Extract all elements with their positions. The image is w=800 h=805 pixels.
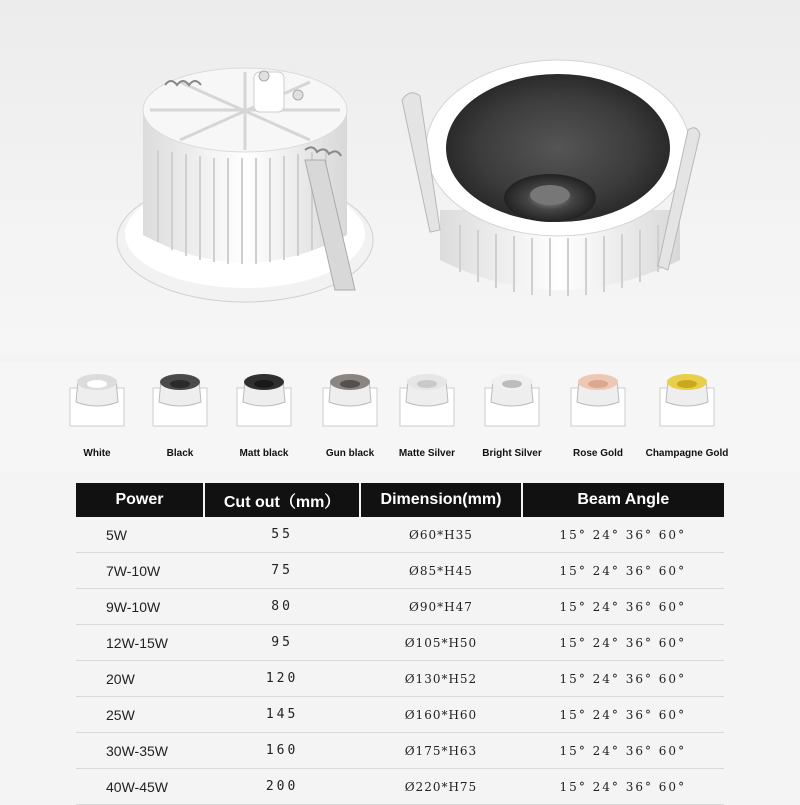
downlight-swatch-icon bbox=[567, 368, 629, 430]
downlight-swatch-icon bbox=[481, 368, 543, 430]
table-row bbox=[76, 589, 724, 625]
cell-dimension: Ø90*H47 bbox=[360, 589, 521, 625]
cell-cut-out: 95 bbox=[204, 625, 360, 661]
finish-champagne-gold[interactable] bbox=[642, 362, 732, 472]
downlight-rear-view bbox=[117, 68, 373, 302]
downlight-swatch-icon bbox=[233, 368, 295, 430]
cell-power: 5W bbox=[76, 517, 204, 553]
finish-label: White bbox=[83, 448, 111, 459]
cell-power: 9W-10W bbox=[76, 589, 204, 625]
cell-cut-out: 55 bbox=[204, 517, 360, 553]
product-illustration bbox=[0, 0, 800, 355]
finish-label: Gun black bbox=[325, 448, 375, 459]
cell-beam-angle: 15° 24° 36° 60° bbox=[522, 553, 724, 589]
table-header-row bbox=[76, 483, 724, 517]
cell-dimension: Ø175*H63 bbox=[360, 733, 521, 769]
table-row bbox=[76, 517, 724, 553]
table-row bbox=[76, 661, 724, 697]
finish-options bbox=[0, 362, 800, 472]
product-hero bbox=[0, 0, 800, 355]
finish-label: Champagne Gold bbox=[645, 448, 729, 459]
cell-beam-angle: 15° 24° 36° 60° bbox=[522, 733, 724, 769]
cell-beam-angle: 15° 24° 36° 60° bbox=[522, 589, 724, 625]
table-row bbox=[76, 697, 724, 733]
cell-power: 20W bbox=[76, 661, 204, 697]
header-dimension: Dimension(mm) bbox=[360, 483, 521, 517]
cell-power: 12W-15W bbox=[76, 625, 204, 661]
finish-label: Black bbox=[166, 448, 194, 459]
downlight-swatch-icon bbox=[656, 368, 718, 430]
cell-power: 25W bbox=[76, 697, 204, 733]
cell-cut-out: 80 bbox=[204, 589, 360, 625]
cell-dimension: Ø130*H52 bbox=[360, 661, 521, 697]
downlight-front-view bbox=[402, 60, 700, 296]
cell-power: 30W-35W bbox=[76, 733, 204, 769]
header-beam-angle: Beam Angle bbox=[522, 483, 724, 517]
table-row bbox=[76, 625, 724, 661]
cell-cut-out: 145 bbox=[204, 697, 360, 733]
cell-beam-angle: 15° 24° 36° 60° bbox=[522, 517, 724, 553]
header-cut-out: Cut out（mm） bbox=[204, 483, 360, 517]
finish-label: Rose Gold bbox=[572, 448, 623, 459]
cell-beam-angle: 15° 24° 36° 60° bbox=[522, 769, 724, 805]
cell-cut-out: 160 bbox=[204, 733, 360, 769]
cell-cut-out: 120 bbox=[204, 661, 360, 697]
downlight-swatch-icon bbox=[149, 368, 211, 430]
cell-beam-angle: 15° 24° 36° 60° bbox=[522, 661, 724, 697]
cell-dimension: Ø220*H75 bbox=[360, 769, 521, 805]
downlight-swatch-icon bbox=[319, 368, 381, 430]
cell-beam-angle: 15° 24° 36° 60° bbox=[522, 625, 724, 661]
table-row bbox=[76, 769, 724, 805]
cell-dimension: Ø85*H45 bbox=[360, 553, 521, 589]
cell-power: 40W-45W bbox=[76, 769, 204, 805]
finish-label: Bright Silver bbox=[482, 448, 542, 459]
cell-cut-out: 75 bbox=[204, 553, 360, 589]
table-row bbox=[76, 553, 724, 589]
downlight-swatch-icon bbox=[66, 368, 128, 430]
finish-rose-gold[interactable] bbox=[553, 362, 643, 472]
cell-dimension: Ø160*H60 bbox=[360, 697, 521, 733]
finish-label: Matt black bbox=[239, 448, 289, 459]
header-power: Power bbox=[76, 483, 204, 517]
finish-label: Matte Silver bbox=[398, 448, 456, 459]
cell-cut-out: 200 bbox=[204, 769, 360, 805]
cell-beam-angle: 15° 24° 36° 60° bbox=[522, 697, 724, 733]
spec-table bbox=[76, 483, 724, 805]
table-row bbox=[76, 733, 724, 769]
cell-power: 7W-10W bbox=[76, 553, 204, 589]
cell-dimension: Ø60*H35 bbox=[360, 517, 521, 553]
downlight-swatch-icon bbox=[396, 368, 458, 430]
cell-dimension: Ø105*H50 bbox=[360, 625, 521, 661]
